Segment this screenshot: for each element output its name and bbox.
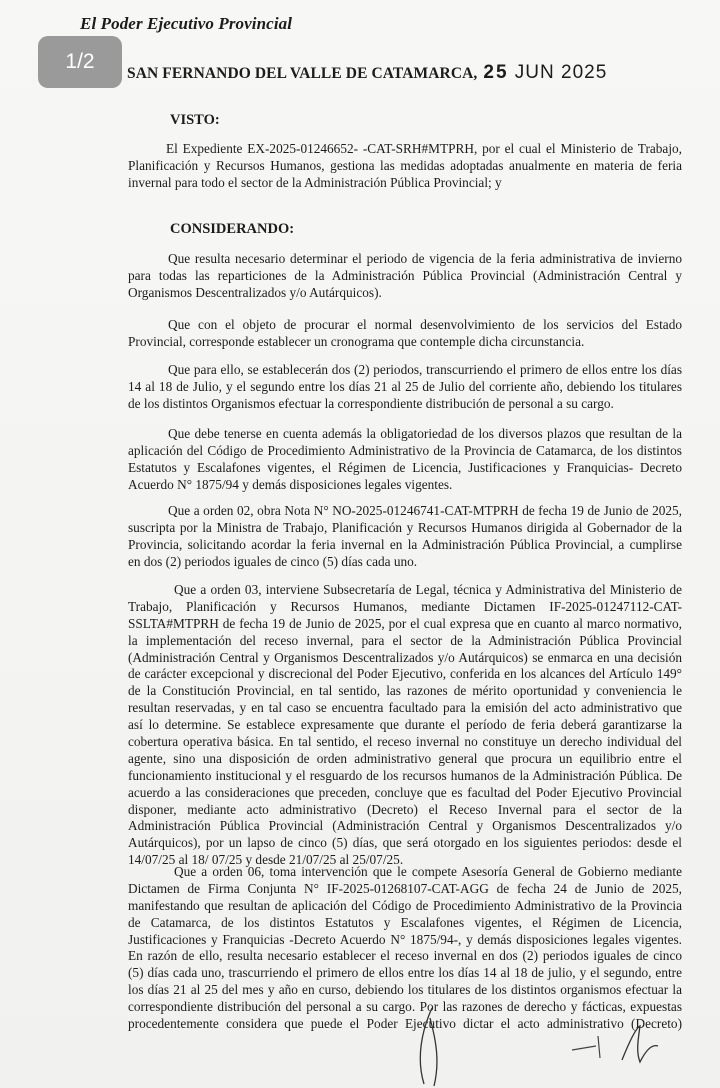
text-line: de carácter excepcional y discrecional del Poder Ejecutivo, conferida en los alcances del Artículo 149°: [128, 666, 682, 682]
text-line: Provincial, corresponde establecer un cronograma que contemple dicha circunstancia.: [128, 333, 585, 349]
text-line: procedentemente considera que puede el Poder Ejecutivo dictar el acto administrativo (Decreto): [128, 1016, 682, 1032]
considerando-paragraph-2: [128, 317, 682, 351]
considerando-paragraph-5: [128, 503, 682, 571]
text-line: En razón de ello, resulta necesario establecer el receso invernal en dos (2) periodos iguales de cinco: [128, 948, 682, 964]
text-line: Que debe tenerse en cuenta además la obligatoriedad de los diversos plazos que resultan de la: [168, 426, 682, 441]
text-line: cobertura operativa básica. En tal sentido, el receso invernal no constituye un derecho individual del: [128, 734, 682, 750]
text-line: Que a orden 06, toma intervención que le compete Asesoría General de Gobierno mediante: [174, 864, 682, 879]
text-line: de la Constitución Provincial, en tal sentido, las razones de mérito oportunidad y conveniencia le: [128, 683, 682, 699]
letterhead-title: El Poder Ejecutivo Provincial: [80, 14, 293, 33]
place-and-date-line: [127, 62, 607, 84]
text-line: la implementación del receso invernal, para el sector de la Administración Pública Provincial: [128, 632, 682, 648]
text-line: los días 21 al 25 del mes y año en curso, debiendo los titulares de los distintos organismos efectuar la: [128, 982, 682, 998]
visto-heading: VISTO:: [170, 112, 220, 128]
considerando-paragraph-3: [128, 362, 682, 413]
text-line: SSLTA#MTPRH de fecha 19 de Junio de 2025, por el cual expresa que en cuanto al marco normativo,: [128, 615, 682, 631]
date-stamp-month-year: JUN 2025: [514, 62, 608, 83]
text-line: agente, sino una disposición de orden administrativo general que procura un equilibrio entre el: [128, 750, 682, 766]
text-line: aplicación del Código de Procedimiento Administrativo de la Provincia de Catamarca, de los distintos: [128, 442, 682, 458]
text-line: (Administración Central y Organismos Descentralizados y/o Autárquicos) se enmarca en una decisión: [128, 649, 682, 665]
text-line: manifestando que resultan de aplicación del Código de Procedimiento Administrativo de la Provincia: [128, 897, 682, 913]
text-line: Planificación y Recursos Humanos, gestiona las medidas adoptadas anualmente en materia de feria: [128, 157, 682, 173]
date-stamp: [483, 62, 607, 84]
text-line: Que resulta necesario determinar el periodo de vigencia de la feria administrativa de invierno: [168, 251, 682, 266]
visto-paragraph: [128, 141, 682, 192]
text-line: en dos (2) periodos iguales de cinco (5) días cada uno.: [128, 553, 418, 569]
text-line: así lo determine. Se establece expresamente que durante el período de feria deberá garantizarse la: [128, 717, 682, 733]
text-line: (5) días cada uno, trascurriendo el primero de ellos entre los días 14 al 18 de julio, y el segundo, entre: [128, 965, 682, 981]
text-line: funcionamiento institucional y el resguardo de los recursos humanos de la Administración Pública. De: [128, 767, 682, 783]
text-line: Que con el objeto de procurar el normal desenvolvimiento de los servicios del Estado: [168, 317, 682, 332]
text-line: El Expediente EX-2025-01246652- -CAT-SRH#MTPRH, por el cual el Ministerio de Trabajo,: [166, 141, 682, 156]
text-line: resultan reservadas, y en tal caso se encuentra facultado para la emisión del acto administrativo que: [128, 700, 682, 716]
text-line: Acuerdo N° 1875/94 y demás disposiciones legales vigentes.: [128, 476, 453, 492]
considerando-paragraph-6: [128, 582, 682, 869]
text-line: para todas las reparticiones de la Administración Pública Provincial (Administración Central y: [128, 267, 682, 283]
text-line: Justificaciones y Franquicias -Decreto Acuerdo N° 1875/94-, y demás disposiciones legales vigentes.: [128, 931, 682, 947]
text-line: Que a orden 02, obra Nota N° NO-2025-01246741-CAT-MTPRH de fecha 19 de Junio de 2025,: [168, 503, 682, 518]
text-line: disponer, mediante acto administrativo (Decreto) el Receso Invernal para el sector de la: [128, 801, 682, 817]
text-line: Dictamen de Firma Conjunta N° IF-2025-01268107-CAT-AGG de fecha 24 de Junio de 2025,: [128, 880, 682, 896]
text-line: de Catamarca, de los distintos Estatutos y Escalafones vigentes, el Régimen de Licencia,: [128, 914, 682, 930]
text-line: Provincia, solicitando acordar la feria invernal en la Administración Pública Provincial, a cumplirse: [128, 536, 682, 552]
text-line: invernal para todo el sector de la Administración Pública Provincial; y: [128, 174, 502, 190]
text-line: Administración Pública Provincial (Administración Central y Organismos Descentralizados y/o: [128, 818, 682, 834]
text-line: Que para ello, se establecerán dos (2) periodos, transcurriendo el primero de ellos entre los días: [168, 362, 682, 377]
text-line: Autárquicos), por un lapso de cinco (5) días, que será otorgado en los siguientes periodos: desde el: [128, 835, 682, 851]
text-line: Organismos Descentralizados y/o Autárquicos).: [128, 284, 382, 300]
text-line: 14 al 18 de Julio, y el segundo entre los días 21 al 25 de Julio del corriente año, debiendo los titulares: [128, 378, 682, 394]
text-line: 14/07/25 al 18/ 07/25 y desde 21/07/25 al 25/07/25.: [128, 852, 404, 868]
text-line: Estatutos y Escalafones vigentes, el Régimen de Licencia, Justificaciones y Franquicias- Decreto: [128, 459, 682, 475]
considerando-paragraph-4: [128, 426, 682, 494]
date-stamp-day: 25: [483, 62, 509, 83]
text-line: Que a orden 03, interviene Subsecretaría de Legal, técnica y Administrativa del Ministerio de: [174, 582, 682, 597]
place-text: SAN FERNANDO DEL VALLE DE CATAMARCA,: [127, 65, 478, 82]
considerando-paragraph-1: [128, 251, 682, 302]
text-line: acuerdo a las consideraciones que preceden, concluye que es facultad del Poder Ejecutivo Provincial: [128, 784, 682, 800]
text-line: suscripta por la Ministra de Trabajo, Planificación y Recursos Humanos dirigida al Gobernador de la: [128, 519, 682, 535]
page-indicator-badge: 1/2: [38, 36, 122, 88]
considerando-heading: CONSIDERANDO:: [170, 221, 295, 237]
handwritten-signature: [400, 1000, 720, 1088]
text-line: de los distintos Organismos efectuar la correspondiente distribución de personal a su cargo.: [128, 395, 614, 411]
text-line: Trabajo, Planificación y Recursos Humanos, mediante Dictamen IF-2025-01247112-CAT-: [128, 598, 682, 614]
text-line: correspondiente distribución del personal a su cargo. Por las razones de derecho y fácticas, expuestas: [128, 999, 682, 1015]
